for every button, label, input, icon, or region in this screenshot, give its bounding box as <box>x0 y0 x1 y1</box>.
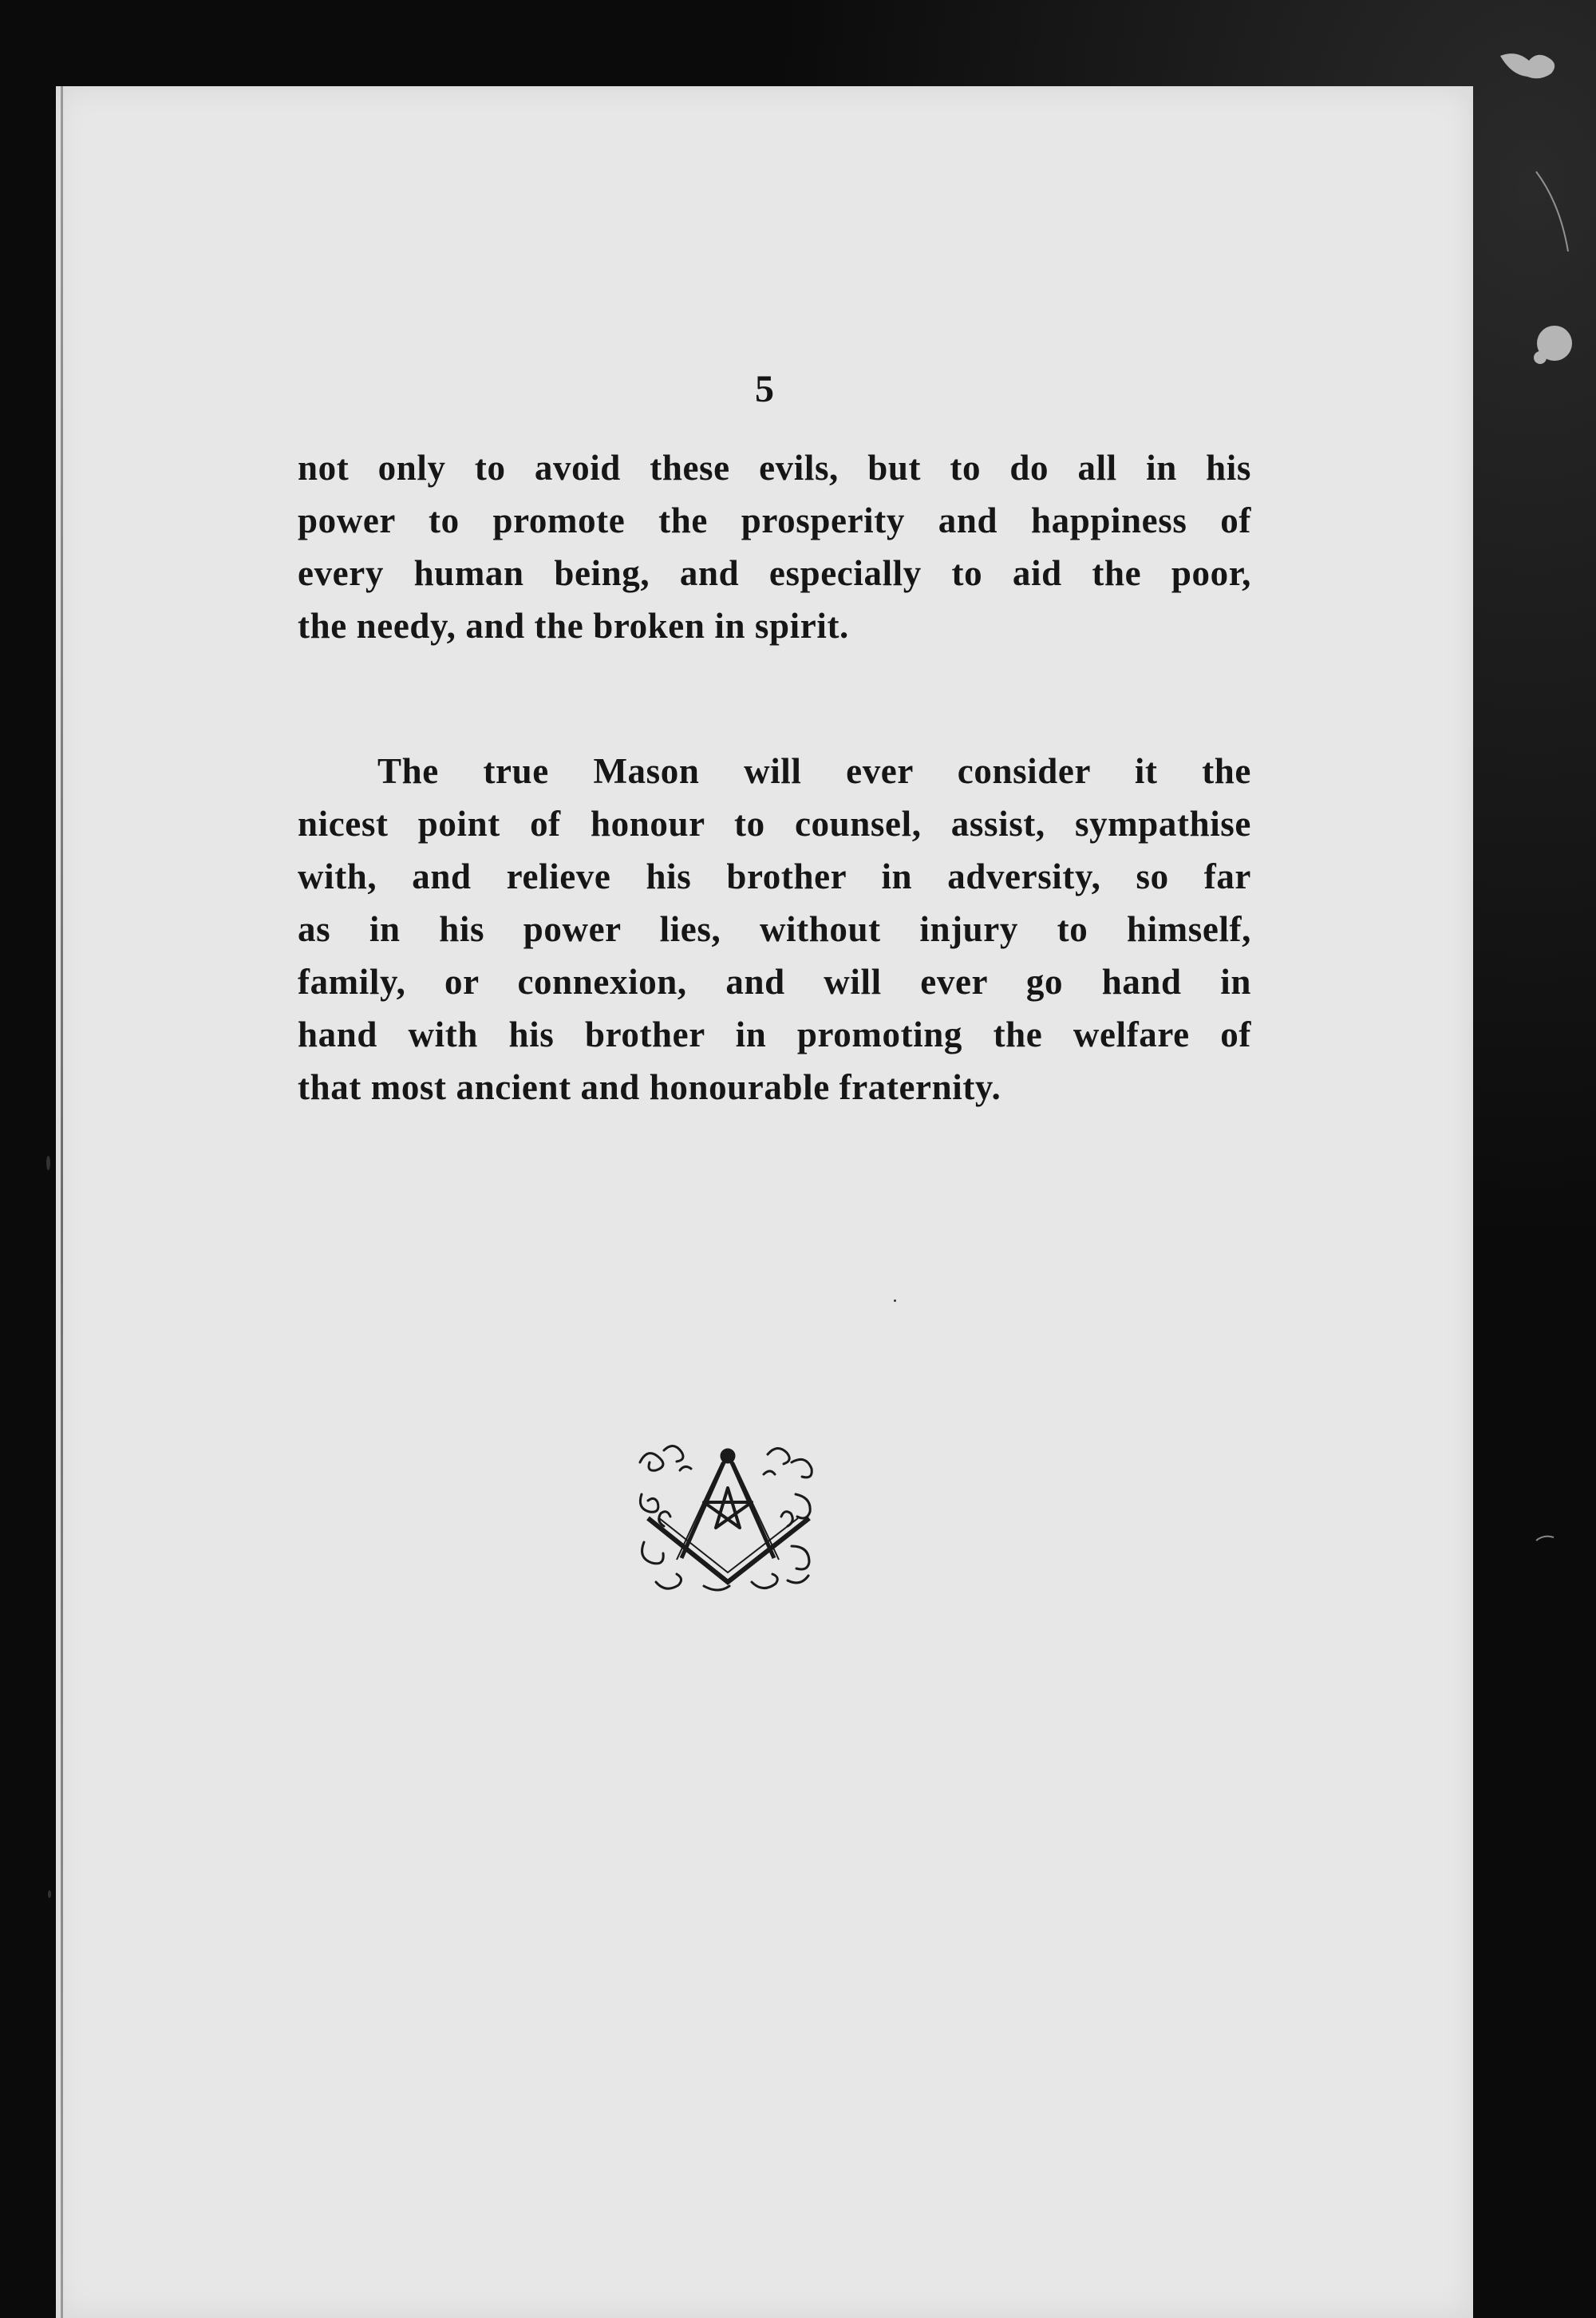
page-number: 5 <box>755 368 774 410</box>
text-line: every human being, and especially to aid the poor, <box>298 553 1251 593</box>
text-line: hand with his brother in promoting the welfare of <box>298 1015 1251 1054</box>
text-line: family, or connexion, and will ever go hand in <box>298 962 1251 1002</box>
text-line: The true Mason will ever consider it the <box>377 751 1251 791</box>
text-line: as in his power lies, without injury to himself, <box>298 909 1251 949</box>
text-line: nicest point of honour to counsel, assist, sympathise <box>298 804 1251 844</box>
text-line: power to promote the prosperity and happiness of <box>298 500 1251 540</box>
text-line: that most ancient and honourable fraternity. <box>298 1067 1001 1107</box>
text-line: not only to avoid these evils, but to do all in his <box>298 448 1251 488</box>
text-line: with, and relieve his brother in adversity, so far <box>298 856 1251 896</box>
text-line: the needy, and the broken in spirit. <box>298 606 849 646</box>
